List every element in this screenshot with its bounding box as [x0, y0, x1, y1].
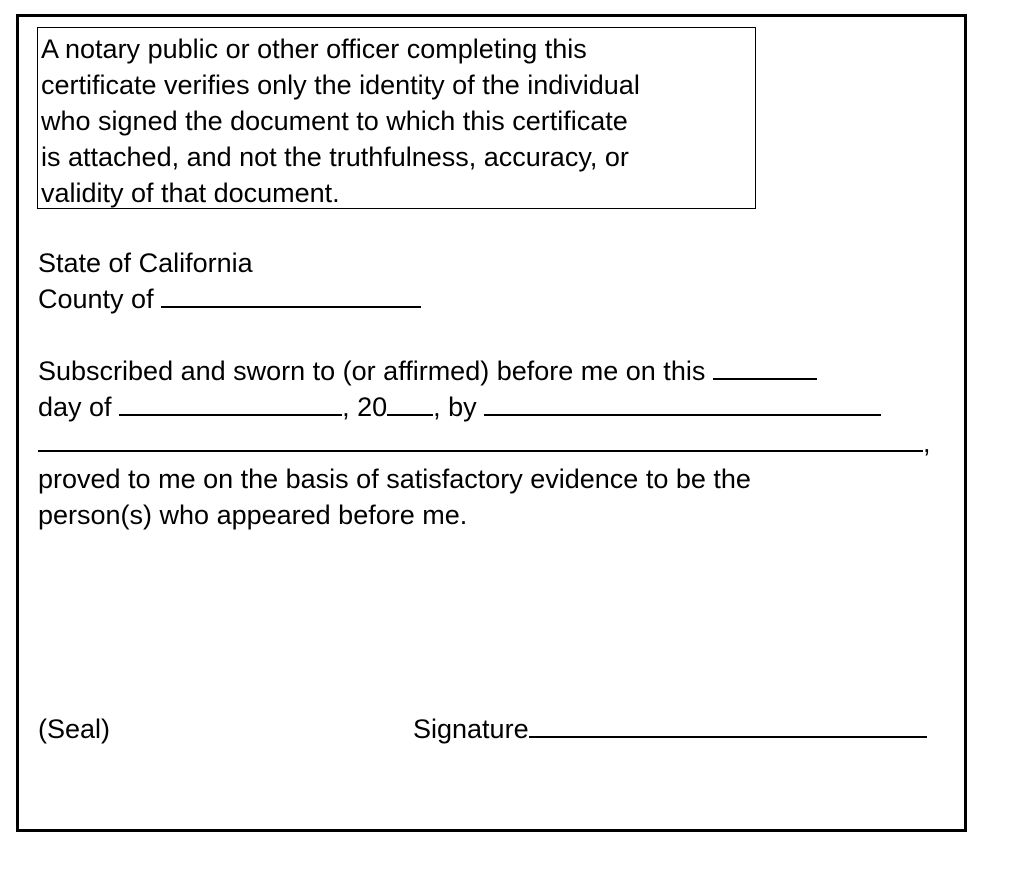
- year-prefix-label: , 20: [342, 392, 388, 422]
- signature-label: Signature: [413, 714, 529, 744]
- state-label: State of California: [38, 248, 253, 278]
- county-label: County of: [38, 284, 162, 314]
- signer-name-blank[interactable]: [484, 390, 881, 416]
- signer-name-continuation-blank[interactable]: [38, 426, 923, 452]
- disclaimer-line: who signed the document to which this certificate: [41, 106, 628, 136]
- jurat-line-5: [38, 497, 467, 533]
- jurat-line-1: [38, 353, 817, 389]
- month-blank[interactable]: [119, 390, 342, 416]
- state-line: [38, 245, 253, 281]
- jurat-line-3: [38, 425, 931, 461]
- day-blank[interactable]: [713, 354, 817, 380]
- sworn-text: Subscribed and sworn to (or affirmed) before me on this: [38, 356, 713, 386]
- day-of-label: day of: [38, 392, 120, 422]
- evidence-text: proved to me on the basis of satisfactory evidence to be the: [38, 464, 751, 494]
- disclaimer-line: A notary public or other officer completing this: [41, 34, 587, 64]
- line3-comma: ,: [923, 428, 931, 458]
- county-line: [38, 281, 421, 317]
- appeared-text: person(s) who appeared before me.: [38, 500, 468, 530]
- disclaimer-line: is attached, and not the truthfulness, accuracy, or: [41, 142, 629, 172]
- by-label: , by: [433, 392, 485, 422]
- disclaimer-line: validity of that document.: [41, 178, 340, 208]
- seal-label: (Seal): [38, 714, 111, 744]
- jurat-line-2: [38, 389, 881, 425]
- signature-blank[interactable]: [529, 712, 927, 738]
- year-blank[interactable]: [387, 390, 433, 416]
- county-blank[interactable]: [161, 282, 421, 308]
- disclaimer-line: certificate verifies only the identity of the individual: [41, 70, 640, 100]
- signature-line: [413, 711, 927, 747]
- disclaimer-box: [37, 27, 756, 209]
- jurat-line-4: [38, 461, 751, 497]
